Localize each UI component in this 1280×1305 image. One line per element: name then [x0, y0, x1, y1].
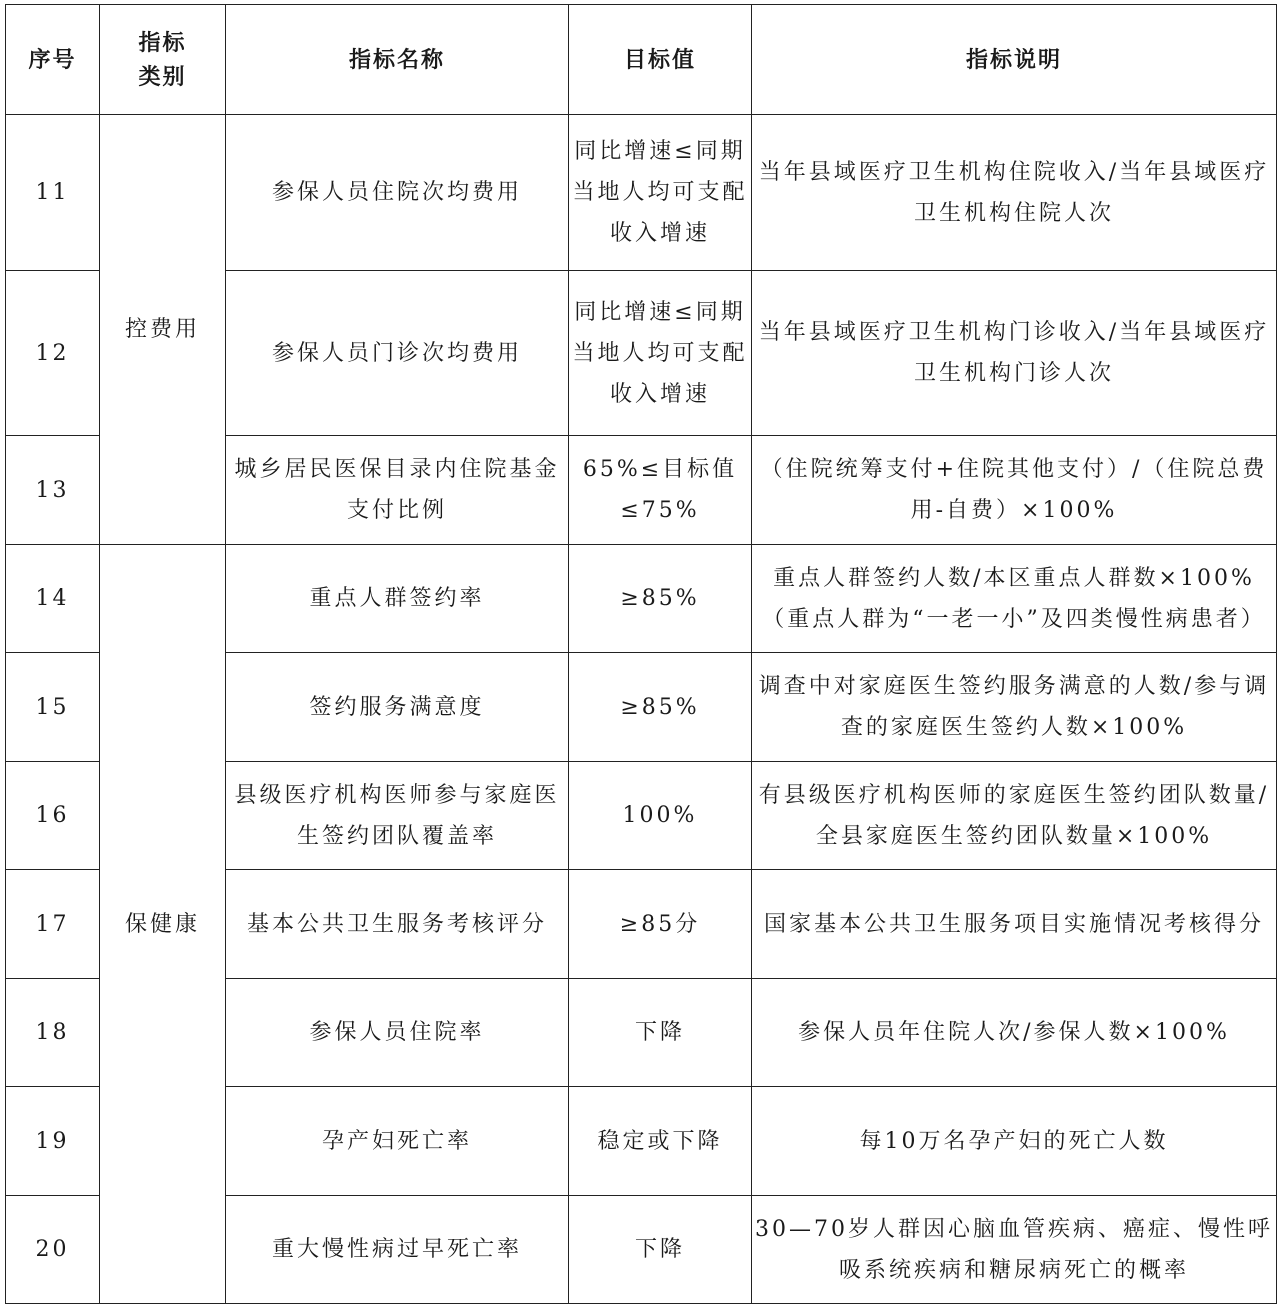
indicator-description: 国家基本公共卫生服务项目实施情况考核得分	[752, 870, 1277, 979]
row-number: 17	[6, 870, 100, 979]
category-protect-health: 保健康	[100, 545, 226, 1304]
table-row	[6, 115, 1277, 271]
target-value: 65%≤目标值≤75%	[569, 436, 752, 545]
indicator-description: 当年县域医疗卫生机构住院收入/当年县域医疗卫生机构住院人次	[752, 115, 1277, 271]
row-number: 20	[6, 1196, 100, 1304]
target-value: ≥85%	[569, 545, 752, 653]
indicator-name: 签约服务满意度	[226, 653, 569, 762]
indicator-name: 孕产妇死亡率	[226, 1087, 569, 1196]
target-value: 下降	[569, 979, 752, 1087]
indicator-description: 每10万名孕产妇的死亡人数	[752, 1087, 1277, 1196]
indicator-description: 调查中对家庭医生签约服务满意的人数/参与调查的家庭医生签约人数×100%	[752, 653, 1277, 762]
header-row	[6, 5, 1277, 115]
indicator-description: 有县级医疗机构医师的家庭医生签约团队数量/全县家庭医生签约团队数量×100%	[752, 762, 1277, 870]
indicator-name: 参保人员住院率	[226, 979, 569, 1087]
indicator-name: 基本公共卫生服务考核评分	[226, 870, 569, 979]
target-value: ≥85分	[569, 870, 752, 979]
indicator-name: 城乡居民医保目录内住院基金支付比例	[226, 436, 569, 545]
target-value: 同比增速≤同期当地人均可支配收入增速	[569, 115, 752, 271]
row-number: 19	[6, 1087, 100, 1196]
row-number: 13	[6, 436, 100, 545]
indicator-description: 重点人群签约人数/本区重点人群数×100%（重点人群为“一老一小”及四类慢性病患者）	[752, 545, 1277, 653]
indicator-description: 当年县域医疗卫生机构门诊收入/当年县域医疗卫生机构门诊人次	[752, 271, 1277, 436]
target-value: 100%	[569, 762, 752, 870]
indicator-name: 县级医疗机构医师参与家庭医生签约团队覆盖率	[226, 762, 569, 870]
category-control-cost: 控费用	[100, 115, 226, 545]
indicator-name: 重点人群签约率	[226, 545, 569, 653]
header-category: 指标 类别	[100, 5, 226, 115]
table-row	[6, 545, 1277, 653]
row-number: 14	[6, 545, 100, 653]
target-value: 下降	[569, 1196, 752, 1304]
indicator-description: 参保人员年住院人次/参保人数×100%	[752, 979, 1277, 1087]
indicator-description: 30—70岁人群因心脑血管疾病、癌症、慢性呼吸系统疾病和糖尿病死亡的概率	[752, 1196, 1277, 1304]
indicator-description: （住院统筹支付+住院其他支付）/（住院总费用-自费）×100%	[752, 436, 1277, 545]
indicator-name: 参保人员门诊次均费用	[226, 271, 569, 436]
header-description: 指标说明	[752, 5, 1277, 115]
target-value: 稳定或下降	[569, 1087, 752, 1196]
indicator-name: 参保人员住院次均费用	[226, 115, 569, 271]
row-number: 18	[6, 979, 100, 1087]
indicator-table	[5, 4, 1277, 1304]
header-target: 目标值	[569, 5, 752, 115]
indicator-name: 重大慢性病过早死亡率	[226, 1196, 569, 1304]
row-number: 12	[6, 271, 100, 436]
header-no: 序号	[6, 5, 100, 115]
target-value: 同比增速≤同期当地人均可支配收入增速	[569, 271, 752, 436]
row-number: 11	[6, 115, 100, 271]
target-value: ≥85%	[569, 653, 752, 762]
row-number: 16	[6, 762, 100, 870]
header-name: 指标名称	[226, 5, 569, 115]
row-number: 15	[6, 653, 100, 762]
